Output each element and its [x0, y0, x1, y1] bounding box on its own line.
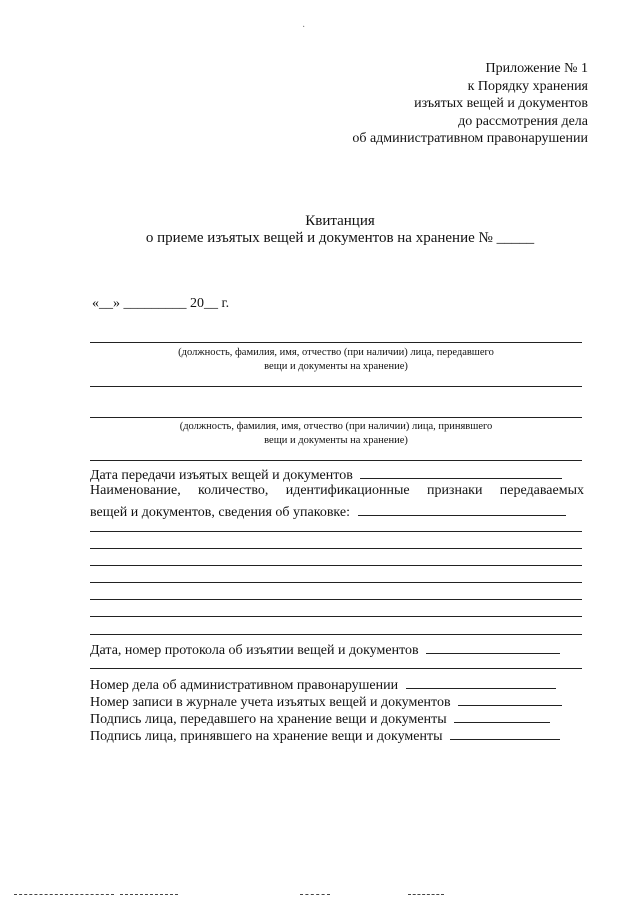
- receiver-line-2: [90, 460, 582, 461]
- items-line-1: [90, 531, 582, 532]
- items-description-label: Наименование, количество, идентификационные признаки передаваемых: [90, 483, 584, 498]
- sign-receiver-label: Подпись лица, принявшего на хранение вещи и документы: [90, 729, 443, 744]
- annex-line-2: к Порядку хранения: [467, 78, 588, 94]
- transfer-date-field: [90, 464, 584, 484]
- scan-artefact-line: [300, 894, 330, 895]
- scan-artefact-line: [120, 894, 178, 895]
- document-title: Квитанция: [305, 213, 375, 229]
- items-description-field: [90, 501, 584, 521]
- transferor-line-2: [90, 386, 582, 387]
- date-line: «__» _________ 20__ г.: [92, 296, 230, 311]
- transfer-date-blank: [360, 464, 562, 479]
- scan-artefact-line: [408, 894, 444, 895]
- scan-speck: ·: [302, 22, 306, 33]
- items-line-6: [90, 616, 582, 617]
- sign-transferor-blank: [454, 708, 550, 723]
- document-subtitle: о приеме изъятых вещей и документов на хранение № _____: [145, 230, 535, 246]
- protocol-field: [90, 639, 584, 659]
- sign-receiver-blank: [450, 725, 560, 740]
- protocol-label: Дата, номер протокола об изъятии вещей и документов: [90, 643, 419, 658]
- items-line-7: [90, 634, 582, 635]
- receiver-caption: (должность, фамилия, имя, отчество (при наличии) лица, принявшего вещи и документы на хранение): [179, 421, 493, 446]
- sign-receiver-field: [90, 725, 584, 745]
- transferor-caption: (должность, фамилия, имя, отчество (при наличии) лица, передавшего вещи и документы на хранение): [178, 347, 494, 372]
- items-line-3: [90, 565, 582, 566]
- journal-entry-label: Номер записи в журнале учета изъятых вещей и документов: [90, 695, 451, 710]
- items-line-4: [90, 582, 582, 583]
- annex-line-1: Приложение № 1: [485, 61, 588, 76]
- transferor-line: [90, 342, 582, 343]
- annex-line-3: изъятых вещей и документов: [414, 96, 588, 112]
- annex-header: [288, 60, 588, 148]
- annex-line-5: об административном правонарушении: [352, 131, 588, 147]
- receiver-line: [90, 417, 582, 418]
- transfer-date-label: Дата передачи изъятых вещей и документов: [90, 468, 353, 483]
- protocol-blank: [426, 639, 560, 654]
- journal-entry-blank: [458, 691, 562, 706]
- annex-line-4: до рассмотрения дела: [458, 113, 588, 129]
- scan-artefact-line: [14, 894, 114, 895]
- items-line-5: [90, 599, 582, 600]
- items-line-2: [90, 548, 582, 549]
- sign-transferor-label: Подпись лица, передавшего на хранение вещи и документы: [90, 712, 447, 727]
- items-description-label-2: вещей и документов, сведения об упаковке:: [90, 505, 350, 520]
- case-number-blank: [406, 674, 556, 689]
- case-number-label: Номер дела об административном правонарушении: [90, 678, 399, 693]
- items-description-blank: [358, 501, 566, 516]
- protocol-line-2: [90, 668, 582, 669]
